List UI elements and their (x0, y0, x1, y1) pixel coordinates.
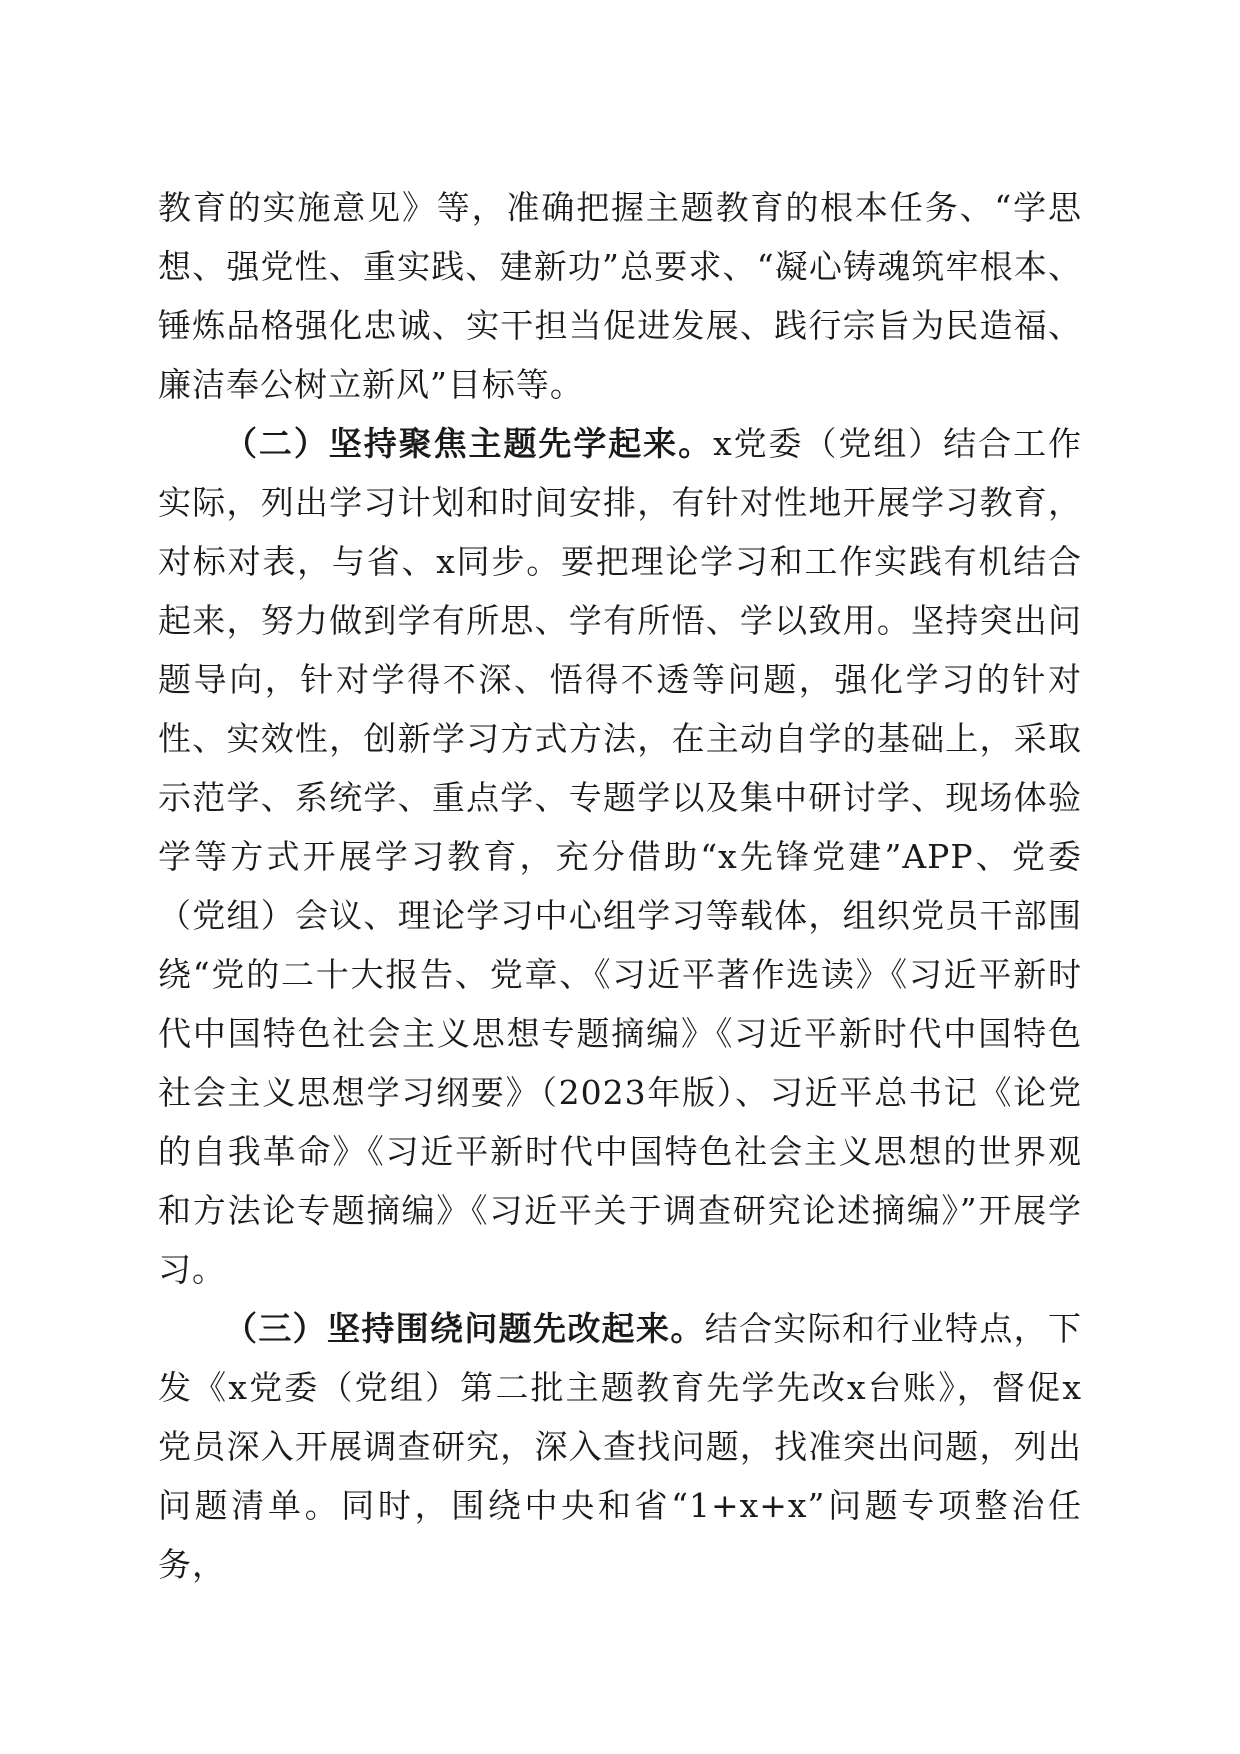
section-heading: （二）坚持聚焦主题先学起来。 (224, 424, 714, 463)
paragraph-continuation (158, 178, 1082, 414)
paragraph-body: 结合实际和行业特点，下发《x党委（党组）第二批主题教育先学先改x台账》，督促x党员深入开展调查研究，深入查找问题，找准突出问题，列出问题清单。同时，围绕中央和省“1+x+x”问题专项整治任务， (158, 1309, 1083, 1584)
paragraph-section-3 (158, 1299, 1082, 1594)
section-heading: （三）坚持围绕问题先改起来。 (224, 1309, 705, 1348)
paragraph-section-2 (158, 414, 1082, 1299)
paragraph-body: 教育的实施意见》等，准确把握主题教育的根本任务、“学思想、强党性、重实践、建新功”总要求、“凝心铸魂筑牢根本、锤炼品格强化忠诚、实干担当促进发展、践行宗旨为民造福、廉洁奉公树立新风”目标等。 (158, 188, 1082, 404)
paragraph-body: x党委（党组）结合工作实际，列出学习计划和时间安排，有针对性地开展学习教育，对标对表，与省、x同步。要把理论学习和工作实践有机结合起来，努力做到学有所思、学有所悟、学以致用。坚持突出问题导向，针对学得不深、悟得不透等问题，强化学习的针对性、实效性，创新学习方式方法，在主动自学的基础上，采取示范学、系统学、重点学、专题学以及集中研讨学、现场体验学等方式开展学习教育，充分借助“x先锋党建”APP、党委（党组）会议、理论学习中心组学习等载体，组织党员干部围绕“党的二十大报告、党章、《习近平著作选读》《习近平新时代中国特色社会主义思想专题摘编》《习近平新时代中国特色社会主义思想学习纲要》（2023年版）、习近平总书记《论党的自我革命》《习近平新时代中国特色社会主义思想的世界观和方法论专题摘编》《习近平关于调查研究论述摘编》”开展学习。 (158, 424, 1082, 1289)
document-page (158, 178, 1082, 1594)
